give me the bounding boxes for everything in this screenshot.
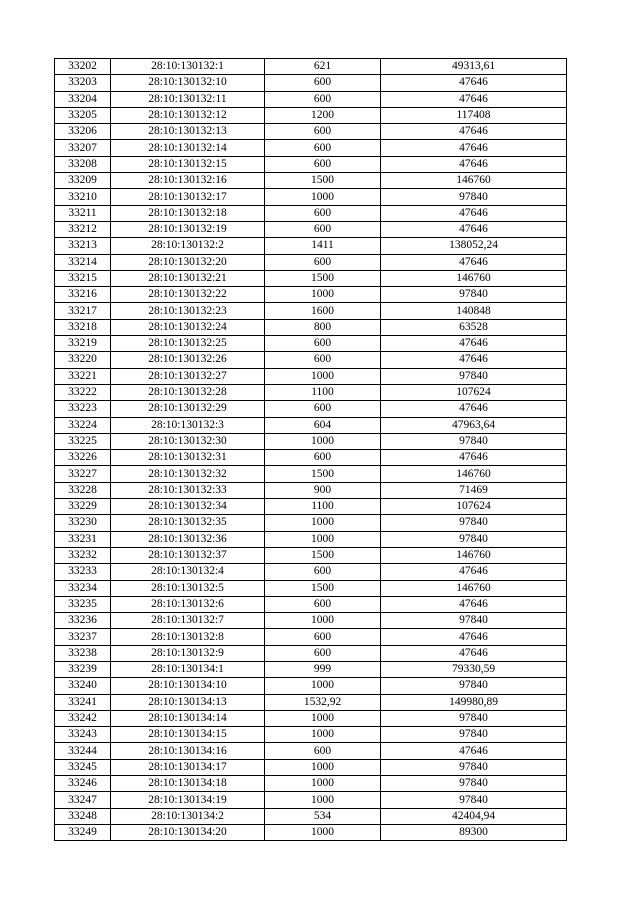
cadastral-number-cell: 28:10:130132:23 (111, 303, 265, 319)
value-cell: 140848 (381, 303, 567, 319)
row-number-cell: 33204 (55, 91, 111, 107)
value-cell: 107624 (381, 499, 567, 515)
row-number-cell: 33230 (55, 515, 111, 531)
table-row (55, 107, 567, 123)
value-cell: 79330,59 (381, 661, 567, 677)
area-cell: 1200 (265, 107, 381, 123)
cadastral-number-cell: 28:10:130132:14 (111, 140, 265, 156)
value-cell: 138052,24 (381, 238, 567, 254)
area-cell: 600 (265, 336, 381, 352)
cadastral-number-cell: 28:10:130132:19 (111, 221, 265, 237)
area-cell: 600 (265, 124, 381, 140)
area-cell: 1532,92 (265, 694, 381, 710)
row-number-cell: 33219 (55, 336, 111, 352)
area-cell: 600 (265, 743, 381, 759)
table-row (55, 808, 567, 824)
row-number-cell: 33221 (55, 368, 111, 384)
cadastral-number-cell: 28:10:130132:12 (111, 107, 265, 123)
value-cell: 97840 (381, 433, 567, 449)
value-cell: 63528 (381, 319, 567, 335)
cadastral-number-cell: 28:10:130132:15 (111, 156, 265, 172)
row-number-cell: 33229 (55, 499, 111, 515)
cadastral-number-cell: 28:10:130134:18 (111, 776, 265, 792)
area-cell: 1000 (265, 613, 381, 629)
table-row (55, 743, 567, 759)
table-row (55, 580, 567, 596)
area-cell: 600 (265, 221, 381, 237)
value-cell: 47646 (381, 156, 567, 172)
value-cell: 47646 (381, 221, 567, 237)
row-number-cell: 33233 (55, 564, 111, 580)
row-number-cell: 33240 (55, 678, 111, 694)
value-cell: 97840 (381, 710, 567, 726)
cadastral-number-cell: 28:10:130132:37 (111, 547, 265, 563)
value-cell: 97840 (381, 531, 567, 547)
cadastral-number-cell: 28:10:130132:29 (111, 401, 265, 417)
table-row (55, 205, 567, 221)
table-row (55, 661, 567, 677)
cadastral-number-cell: 28:10:130132:7 (111, 613, 265, 629)
cadastral-number-cell: 28:10:130134:14 (111, 710, 265, 726)
area-cell: 900 (265, 482, 381, 498)
value-cell: 47646 (381, 336, 567, 352)
row-number-cell: 33241 (55, 694, 111, 710)
value-cell: 107624 (381, 384, 567, 400)
table-row (55, 678, 567, 694)
value-cell: 97840 (381, 759, 567, 775)
row-number-cell: 33208 (55, 156, 111, 172)
table-row (55, 384, 567, 400)
table-row (55, 75, 567, 91)
row-number-cell: 33218 (55, 319, 111, 335)
value-cell: 49313,61 (381, 59, 567, 75)
value-cell: 47646 (381, 743, 567, 759)
table-body (55, 59, 567, 841)
value-cell: 97840 (381, 287, 567, 303)
area-cell: 600 (265, 596, 381, 612)
area-cell: 1411 (265, 238, 381, 254)
cadastral-number-cell: 28:10:130134:15 (111, 727, 265, 743)
table-row (55, 336, 567, 352)
cadastral-number-cell: 28:10:130132:10 (111, 75, 265, 91)
value-cell: 97840 (381, 678, 567, 694)
table-row (55, 287, 567, 303)
cadastral-number-cell: 28:10:130132:20 (111, 254, 265, 270)
area-cell: 534 (265, 808, 381, 824)
area-cell: 600 (265, 254, 381, 270)
value-cell: 146760 (381, 466, 567, 482)
cadastral-number-cell: 28:10:130132:33 (111, 482, 265, 498)
value-cell: 47646 (381, 401, 567, 417)
row-number-cell: 33217 (55, 303, 111, 319)
row-number-cell: 33203 (55, 75, 111, 91)
area-cell: 600 (265, 91, 381, 107)
area-cell: 600 (265, 564, 381, 580)
area-cell: 621 (265, 59, 381, 75)
value-cell: 47646 (381, 205, 567, 221)
table-row (55, 515, 567, 531)
cadastral-number-cell: 28:10:130132:3 (111, 417, 265, 433)
cadastral-number-cell: 28:10:130134:17 (111, 759, 265, 775)
table-row (55, 596, 567, 612)
row-number-cell: 33245 (55, 759, 111, 775)
row-number-cell: 33225 (55, 433, 111, 449)
row-number-cell: 33206 (55, 124, 111, 140)
value-cell: 149980,89 (381, 694, 567, 710)
value-cell: 146760 (381, 547, 567, 563)
cadastral-number-cell: 28:10:130132:21 (111, 270, 265, 286)
row-number-cell: 33231 (55, 531, 111, 547)
row-number-cell: 33220 (55, 352, 111, 368)
area-cell: 600 (265, 401, 381, 417)
value-cell: 97840 (381, 776, 567, 792)
table-row (55, 759, 567, 775)
cadastral-number-cell: 28:10:130132:9 (111, 645, 265, 661)
table-row (55, 531, 567, 547)
area-cell: 600 (265, 352, 381, 368)
cadastral-number-cell: 28:10:130132:27 (111, 368, 265, 384)
area-cell: 600 (265, 156, 381, 172)
table-row (55, 547, 567, 563)
table-row (55, 221, 567, 237)
row-number-cell: 33210 (55, 189, 111, 205)
table-row (55, 629, 567, 645)
row-number-cell: 33238 (55, 645, 111, 661)
value-cell: 97840 (381, 515, 567, 531)
table-row (55, 482, 567, 498)
table-row (55, 238, 567, 254)
table-row (55, 564, 567, 580)
row-number-cell: 33237 (55, 629, 111, 645)
area-cell: 1000 (265, 776, 381, 792)
cadastral-number-cell: 28:10:130132:32 (111, 466, 265, 482)
cadastral-number-cell: 28:10:130132:6 (111, 596, 265, 612)
table-row (55, 270, 567, 286)
cadastral-number-cell: 28:10:130132:2 (111, 238, 265, 254)
cadastral-number-cell: 28:10:130132:26 (111, 352, 265, 368)
area-cell: 1000 (265, 189, 381, 205)
row-number-cell: 33216 (55, 287, 111, 303)
cadastral-number-cell: 28:10:130134:2 (111, 808, 265, 824)
value-cell: 146760 (381, 173, 567, 189)
cadastral-number-cell: 28:10:130132:34 (111, 499, 265, 515)
value-cell: 47646 (381, 645, 567, 661)
value-cell: 47646 (381, 450, 567, 466)
row-number-cell: 33211 (55, 205, 111, 221)
table-row (55, 254, 567, 270)
area-cell: 600 (265, 629, 381, 645)
value-cell: 47646 (381, 124, 567, 140)
row-number-cell: 33244 (55, 743, 111, 759)
row-number-cell: 33227 (55, 466, 111, 482)
table-row (55, 91, 567, 107)
table-row (55, 450, 567, 466)
area-cell: 1500 (265, 466, 381, 482)
cadastral-number-cell: 28:10:130132:30 (111, 433, 265, 449)
cadastral-number-cell: 28:10:130134:13 (111, 694, 265, 710)
table-row (55, 156, 567, 172)
table-row (55, 59, 567, 75)
cadastral-number-cell: 28:10:130134:20 (111, 824, 265, 840)
area-cell: 1500 (265, 580, 381, 596)
table-row (55, 140, 567, 156)
row-number-cell: 33222 (55, 384, 111, 400)
cadastral-number-cell: 28:10:130132:17 (111, 189, 265, 205)
value-cell: 47963,64 (381, 417, 567, 433)
row-number-cell: 33243 (55, 727, 111, 743)
table-row (55, 401, 567, 417)
area-cell: 1000 (265, 515, 381, 531)
cadastral-number-cell: 28:10:130134:1 (111, 661, 265, 677)
area-cell: 1500 (265, 547, 381, 563)
row-number-cell: 33212 (55, 221, 111, 237)
table-row (55, 352, 567, 368)
row-number-cell: 33247 (55, 792, 111, 808)
value-cell: 71469 (381, 482, 567, 498)
table-row (55, 824, 567, 840)
value-cell: 117408 (381, 107, 567, 123)
value-cell: 47646 (381, 596, 567, 612)
table-row (55, 368, 567, 384)
value-cell: 47646 (381, 352, 567, 368)
row-number-cell: 33215 (55, 270, 111, 286)
row-number-cell: 33246 (55, 776, 111, 792)
area-cell: 1000 (265, 531, 381, 547)
data-table (54, 58, 567, 841)
value-cell: 97840 (381, 727, 567, 743)
row-number-cell: 33202 (55, 59, 111, 75)
table-row (55, 645, 567, 661)
row-number-cell: 33228 (55, 482, 111, 498)
area-cell: 1000 (265, 727, 381, 743)
cadastral-number-cell: 28:10:130134:16 (111, 743, 265, 759)
row-number-cell: 33205 (55, 107, 111, 123)
value-cell: 42404,94 (381, 808, 567, 824)
area-cell: 1000 (265, 824, 381, 840)
cadastral-number-cell: 28:10:130132:36 (111, 531, 265, 547)
row-number-cell: 33239 (55, 661, 111, 677)
cadastral-number-cell: 28:10:130132:22 (111, 287, 265, 303)
table-row (55, 776, 567, 792)
row-number-cell: 33223 (55, 401, 111, 417)
row-number-cell: 33224 (55, 417, 111, 433)
cadastral-number-cell: 28:10:130132:4 (111, 564, 265, 580)
area-cell: 1100 (265, 384, 381, 400)
table-row (55, 124, 567, 140)
value-cell: 146760 (381, 580, 567, 596)
cadastral-number-cell: 28:10:130132:18 (111, 205, 265, 221)
value-cell: 47646 (381, 91, 567, 107)
value-cell: 47646 (381, 254, 567, 270)
area-cell: 604 (265, 417, 381, 433)
cadastral-number-cell: 28:10:130132:25 (111, 336, 265, 352)
value-cell: 146760 (381, 270, 567, 286)
area-cell: 1000 (265, 710, 381, 726)
table-row (55, 792, 567, 808)
area-cell: 1000 (265, 678, 381, 694)
area-cell: 1500 (265, 270, 381, 286)
table-row (55, 613, 567, 629)
value-cell: 47646 (381, 629, 567, 645)
row-number-cell: 33234 (55, 580, 111, 596)
row-number-cell: 33232 (55, 547, 111, 563)
area-cell: 1100 (265, 499, 381, 515)
cadastral-number-cell: 28:10:130132:13 (111, 124, 265, 140)
table-row (55, 189, 567, 205)
table-row (55, 499, 567, 515)
cadastral-number-cell: 28:10:130132:5 (111, 580, 265, 596)
value-cell: 47646 (381, 140, 567, 156)
cadastral-number-cell: 28:10:130132:28 (111, 384, 265, 400)
area-cell: 1000 (265, 433, 381, 449)
table-row (55, 303, 567, 319)
table-row (55, 433, 567, 449)
row-number-cell: 33209 (55, 173, 111, 189)
area-cell: 999 (265, 661, 381, 677)
area-cell: 1000 (265, 368, 381, 384)
area-cell: 800 (265, 319, 381, 335)
value-cell: 89300 (381, 824, 567, 840)
cadastral-number-cell: 28:10:130134:19 (111, 792, 265, 808)
cadastral-number-cell: 28:10:130132:16 (111, 173, 265, 189)
area-cell: 600 (265, 645, 381, 661)
cadastral-number-cell: 28:10:130132:1 (111, 59, 265, 75)
row-number-cell: 33236 (55, 613, 111, 629)
area-cell: 1500 (265, 173, 381, 189)
row-number-cell: 33207 (55, 140, 111, 156)
table-row (55, 466, 567, 482)
row-number-cell: 33242 (55, 710, 111, 726)
row-number-cell: 33214 (55, 254, 111, 270)
value-cell: 97840 (381, 368, 567, 384)
area-cell: 600 (265, 140, 381, 156)
area-cell: 1000 (265, 792, 381, 808)
table-row (55, 727, 567, 743)
row-number-cell: 33249 (55, 824, 111, 840)
area-cell: 600 (265, 450, 381, 466)
value-cell: 47646 (381, 75, 567, 91)
cadastral-number-cell: 28:10:130132:24 (111, 319, 265, 335)
cadastral-number-cell: 28:10:130132:11 (111, 91, 265, 107)
cadastral-number-cell: 28:10:130132:31 (111, 450, 265, 466)
value-cell: 47646 (381, 564, 567, 580)
area-cell: 600 (265, 205, 381, 221)
area-cell: 1600 (265, 303, 381, 319)
table-row (55, 694, 567, 710)
table-row (55, 173, 567, 189)
value-cell: 97840 (381, 792, 567, 808)
row-number-cell: 33235 (55, 596, 111, 612)
table-row (55, 710, 567, 726)
value-cell: 97840 (381, 613, 567, 629)
area-cell: 1000 (265, 287, 381, 303)
row-number-cell: 33226 (55, 450, 111, 466)
row-number-cell: 33213 (55, 238, 111, 254)
area-cell: 600 (265, 75, 381, 91)
cadastral-number-cell: 28:10:130132:35 (111, 515, 265, 531)
area-cell: 1000 (265, 759, 381, 775)
value-cell: 97840 (381, 189, 567, 205)
row-number-cell: 33248 (55, 808, 111, 824)
table-row (55, 417, 567, 433)
table-row (55, 319, 567, 335)
cadastral-number-cell: 28:10:130132:8 (111, 629, 265, 645)
cadastral-number-cell: 28:10:130134:10 (111, 678, 265, 694)
